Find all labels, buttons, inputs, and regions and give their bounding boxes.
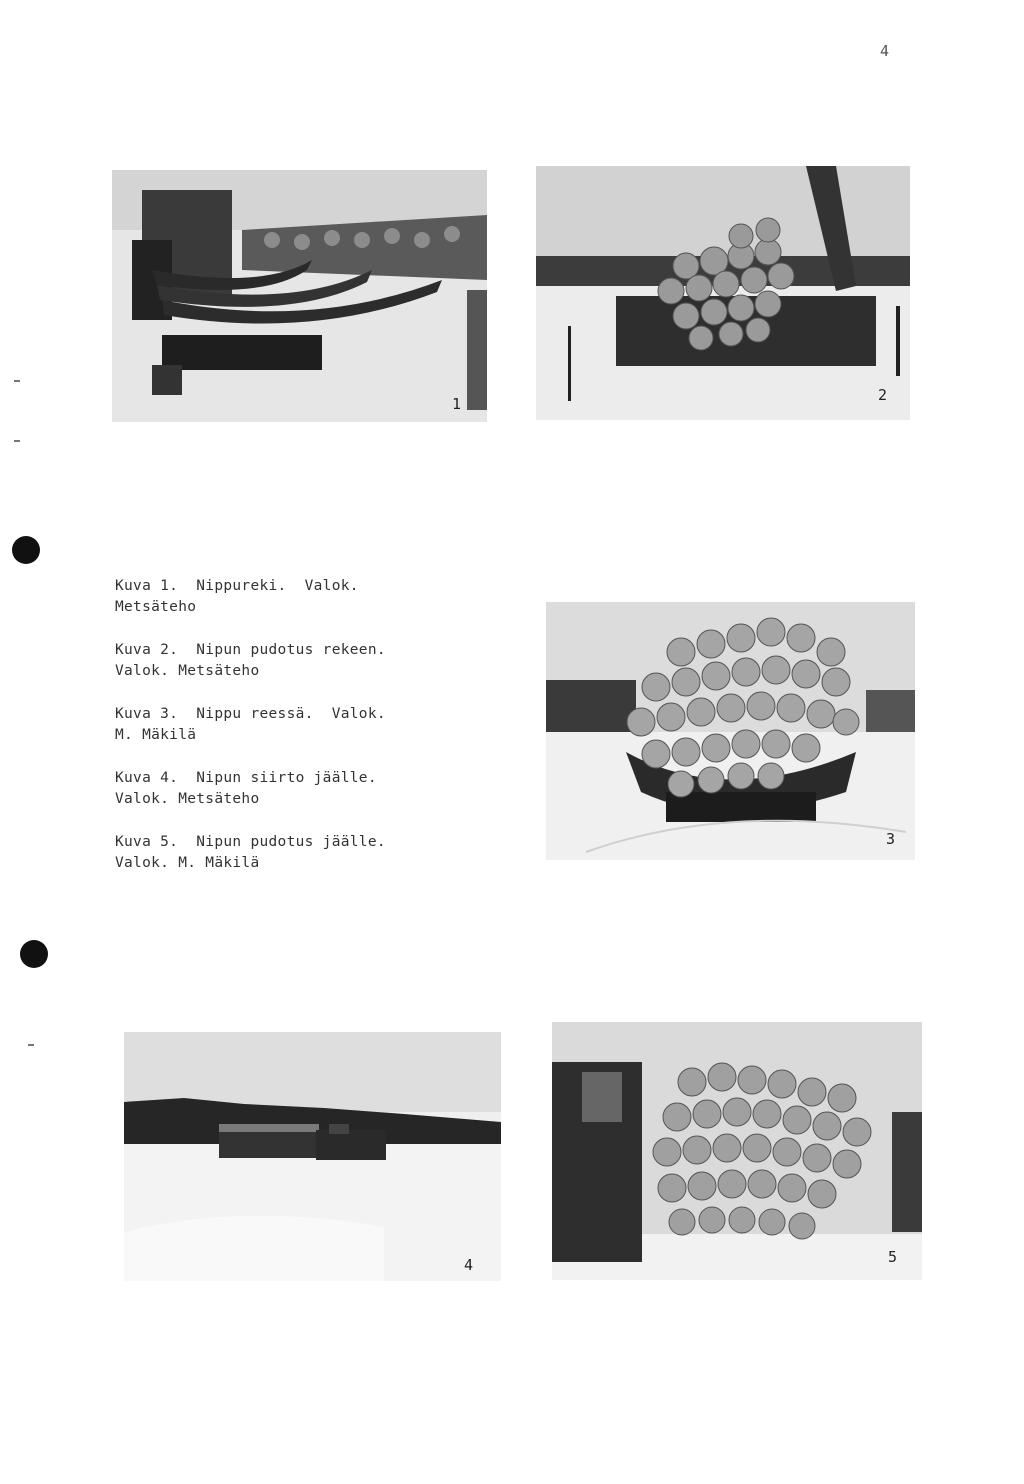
photo-4	[124, 1032, 501, 1281]
photo-3	[546, 602, 915, 860]
caption-2	[115, 640, 475, 682]
caption-4	[115, 768, 475, 810]
photo-2-number: 2	[878, 386, 888, 404]
caption-5-line-1: Kuva 5. Nipun pudotus jäälle.	[115, 834, 386, 850]
caption-1-line-2: Metsäteho	[115, 599, 197, 615]
photo-4-number: 4	[464, 1256, 474, 1274]
margin-mark	[14, 440, 20, 442]
caption-4-line-2: Valok. Metsäteho	[115, 791, 260, 807]
margin-mark	[14, 380, 20, 382]
photo-1-number: 1	[452, 395, 462, 413]
punch-hole-top	[12, 536, 40, 564]
caption-5	[115, 832, 475, 874]
page-number: 4	[880, 42, 890, 60]
margin-mark	[28, 1044, 34, 1046]
caption-3	[115, 704, 475, 746]
photo-4-image	[124, 1032, 501, 1281]
punch-hole-bottom	[20, 940, 48, 968]
photo-3-number: 3	[886, 830, 896, 848]
photo-captions	[115, 576, 475, 896]
photo-5-image	[552, 1022, 922, 1280]
caption-5-line-2: Valok. M. Mäkilä	[115, 855, 260, 871]
caption-1	[115, 576, 475, 618]
caption-4-line-1: Kuva 4. Nipun siirto jäälle.	[115, 770, 377, 786]
caption-2-line-1: Kuva 2. Nipun pudotus rekeen.	[115, 642, 386, 658]
photo-2	[536, 166, 910, 420]
photo-1	[112, 170, 487, 422]
photo-5-number: 5	[888, 1248, 898, 1266]
photo-5	[552, 1022, 922, 1280]
photo-3-image	[546, 602, 915, 860]
photo-1-image	[112, 170, 487, 422]
caption-3-line-1: Kuva 3. Nippu reessä. Valok.	[115, 706, 386, 722]
photo-2-image	[536, 166, 910, 420]
caption-2-line-2: Valok. Metsäteho	[115, 663, 260, 679]
caption-1-line-1: Kuva 1. Nippureki. Valok.	[115, 578, 359, 594]
caption-3-line-2: M. Mäkilä	[115, 727, 197, 743]
